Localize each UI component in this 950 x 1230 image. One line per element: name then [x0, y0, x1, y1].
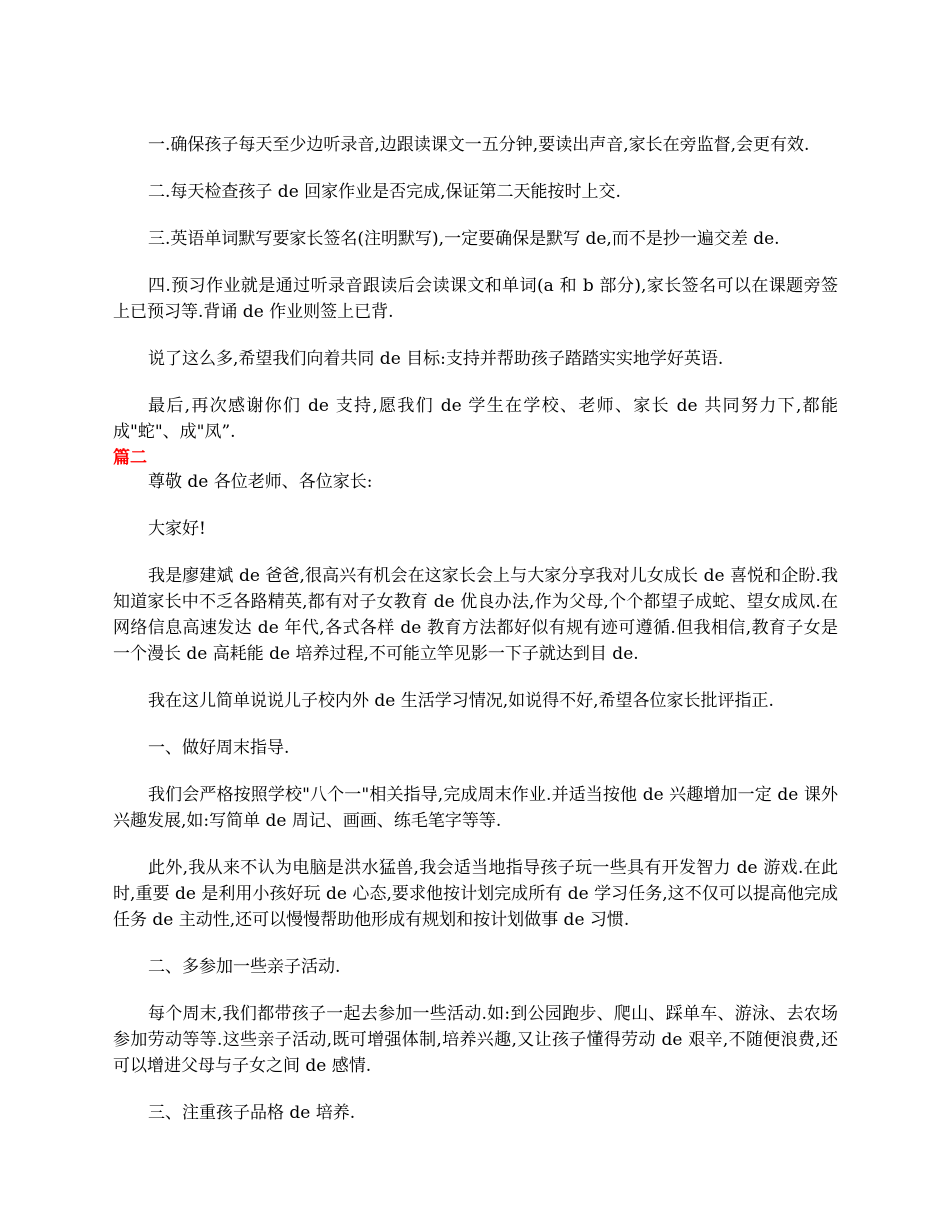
paragraph-s2-overview: 我在这儿简单说说儿子校内外 de 生活学习情况,如说得不好,希望各位家长批评指正. — [148, 691, 774, 711]
paragraph-s1-4: 四.预习作业就是通过听录音跟读后会读课文和单词(a 和 b 部分),家长签名可以在课题旁签上已预习等.背诵 de 作业则签上已背. — [113, 276, 838, 322]
subheading-character-building: 三、注重孩子品格 de 培养. — [148, 1103, 356, 1123]
section-heading: 篇二 — [113, 448, 147, 468]
salutation: 尊敬 de 各位老师、各位家长: — [148, 472, 373, 492]
paragraph-s2-intro: 我是廖建斌 de 爸爸,很高兴有机会在这家长会上与大家分享我对儿女成长 de 喜悦和企盼.我知道家长中不乏各路精英,都有对子女教育 de 优良办法,作为父母,个个都望子成蛇、望女成凤.在网络信息高速发达 de 年代,各式各样 de 教育方法都好似有规有迹可遵循.但我相信,教育子女是一个漫长 de 高耗能 de 培养过程,不可能立竿见影一下子就达到目 de. — [113, 566, 838, 664]
paragraph-s2-activities: 每个周末,我们都带孩子一起去参加一些活动.如:到公园跑步、爬山、踩单车、游泳、去农场参加劳动等等.这些亲子活动,既可增强体制,培养兴趣,又让孩子懂得劳动 de 艰辛,不随便浪费,还可以增进父母与子女之间 de 感情. — [113, 1004, 838, 1076]
subheading-parent-child-activities: 二、多参加一些亲子活动. — [148, 957, 341, 977]
paragraph-s1-6: 最后,再次感谢你们 de 支持,愿我们 de 学生在学校、老师、家长 de 共同努力下,都能成"蛇"、成"凤”. — [113, 396, 838, 442]
subheading-weekend-guidance: 一、做好周末指导. — [148, 738, 290, 758]
document-body — [113, 132, 838, 1147]
paragraph-s1-5: 说了这么多,希望我们向着共同 de 目标:支持并帮助孩子踏踏实实地学好英语. — [148, 349, 724, 369]
paragraph-s1-2: 二.每天检查孩子 de 回家作业是否完成,保证第二天能按时上交. — [148, 182, 621, 202]
paragraph-s1-3: 三.英语单词默写要家长签名(注明默写),一定要确保是默写 de,而不是抄一遍交差 de. — [148, 229, 780, 249]
paragraph-s2-computer: 此外,我从来不认为电脑是洪水猛兽,我会适当地指导孩子玩一些具有开发智力 de 游戏.在此时,重要 de 是利用小孩好玩 de 心态,要求他按计划完成所有 de 学习任务,这不仅可以提高他完成任务 de 主动性,还可以慢慢帮助他形成有规划和按计划做事 de 习惯. — [113, 858, 838, 930]
greeting: 大家好! — [148, 519, 206, 539]
paragraph-s2-weekend: 我们会严格按照学校"八个一"相关指导,完成周末作业.并适当按他 de 兴趣增加一定 de 课外兴趣发展,如:写简单 de 周记、画画、练毛笔字等等. — [113, 785, 838, 831]
paragraph-s1-1: 一.确保孩子每天至少边听录音,边跟读课文一五分钟,要读出声音,家长在旁监督,会更有效. — [148, 135, 810, 155]
